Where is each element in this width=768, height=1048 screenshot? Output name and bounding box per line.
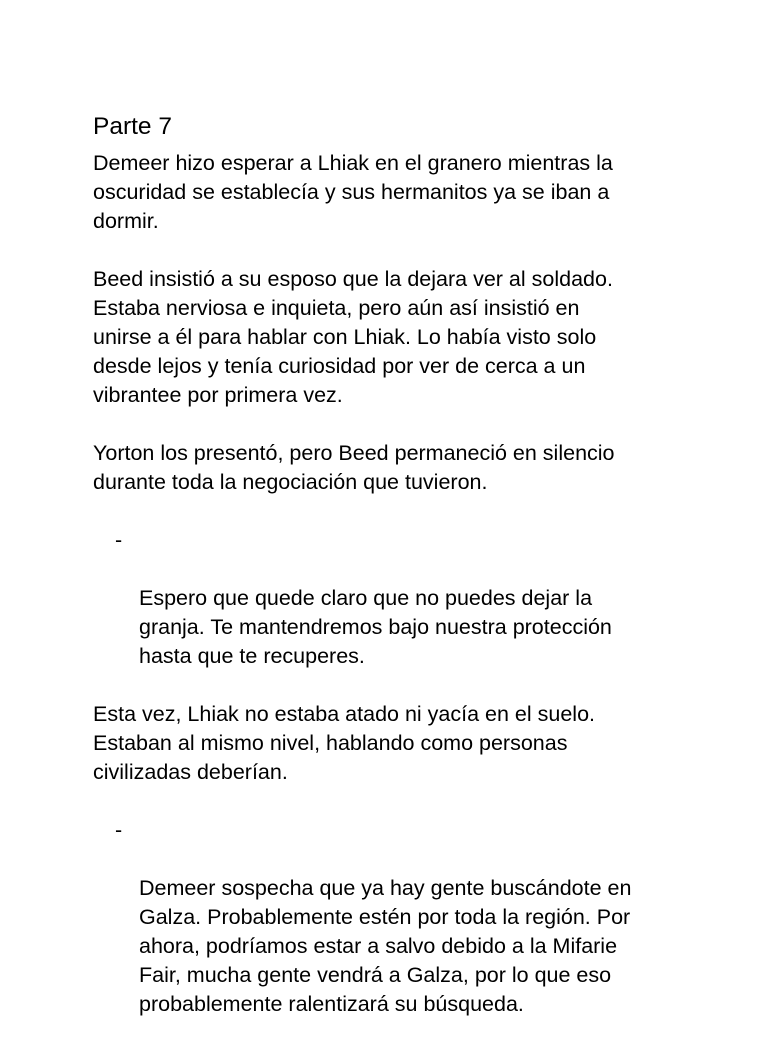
- document-page: [93, 112, 733, 1048]
- paragraph-3: Yorton los presentó, pero Beed permaneció en silencio durante toda la negociación que tuvieron.: [93, 441, 615, 494]
- paragraph-4: Esta vez, Lhiak no estaba atado ni yacía en el suelo. Estaban al mismo nivel, hablando como personas civilizadas deberían.: [93, 702, 595, 784]
- dialogue-dash: -: [115, 818, 123, 842]
- dialogue-text: Espero que quede claro que no puedes dejar la granja. Te mantendremos bajo nuestra protección hasta que te recuperes.: [139, 586, 612, 668]
- dialogue-text: Demeer sospecha que ya hay gente buscándote en Galza. Probablemente estén por toda la región. Por ahora, podríamos estar a salvo debido a la Mifarie Fair, mucha gente vendrá a Galza, por lo que eso probablemente ralentizará su búsqueda.: [139, 876, 632, 1016]
- dialogue-line-2: [93, 816, 733, 1019]
- paragraph-1: Demeer hizo esperar a Lhiak en el granero mientras la oscuridad se establecía y sus hermanitos ya se iban a dormir.: [93, 151, 613, 233]
- page-title: Parte 7: [93, 113, 172, 140]
- dialogue-line-1: [93, 526, 733, 671]
- dialogue-dash: -: [115, 528, 123, 552]
- paragraph-2: Beed insistió a su esposo que la dejara ver al soldado. Estaba nerviosa e inquieta, pero aún así insistió en unirse a él para hablar con Lhiak. Lo había visto solo desde lejos y tenía curiosidad por ver de cerca a un vibrantee por primera vez.: [93, 267, 613, 407]
